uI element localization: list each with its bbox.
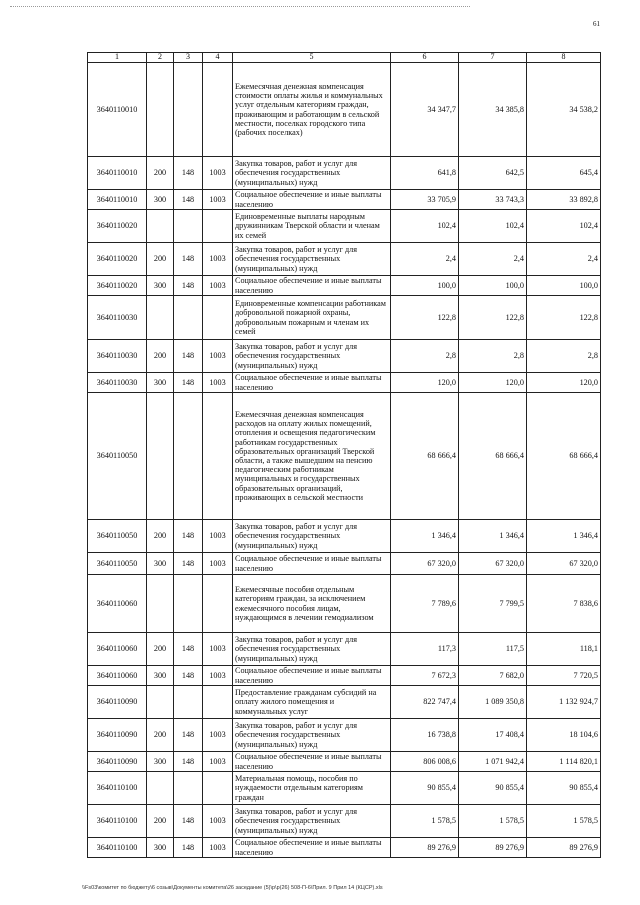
amount-year-3-cell: 68 666,4: [527, 393, 601, 520]
budget-code-cell: 3640110090: [88, 719, 147, 752]
department-code-cell: 148: [174, 633, 203, 666]
expense-type-cell: 300: [147, 553, 174, 575]
table-row: [88, 276, 601, 296]
description-cell: Закупка товаров, работ и услуг для обеспечения государственных (муниципальных) нужд: [233, 633, 391, 666]
department-code-cell: [174, 393, 203, 520]
section-code-cell: 1003: [203, 633, 233, 666]
budget-code-cell: 3640110030: [88, 373, 147, 393]
column-header: 8: [527, 53, 601, 63]
amount-year-2-cell: 100,0: [459, 276, 527, 296]
department-code-cell: 148: [174, 666, 203, 686]
amount-year-1-cell: 822 747,4: [391, 686, 459, 719]
amount-year-2-cell: 89 276,9: [459, 838, 527, 858]
expense-type-cell: 300: [147, 838, 174, 858]
table-row: [88, 190, 601, 210]
section-code-cell: 1003: [203, 190, 233, 210]
table-row: [88, 553, 601, 575]
budget-code-cell: 3640110100: [88, 805, 147, 838]
description-cell: Закупка товаров, работ и услуг для обеспечения государственных (муниципальных) нужд: [233, 243, 391, 276]
amount-year-3-cell: 118,1: [527, 633, 601, 666]
section-code-cell: 1003: [203, 752, 233, 772]
description-cell: Единовременные выплаты народным дружинникам Тверской области и членам их семей: [233, 210, 391, 243]
amount-year-2-cell: 2,4: [459, 243, 527, 276]
department-code-cell: [174, 296, 203, 340]
description-cell: Предоставление гражданам субсидий на оплату жилого помещения и коммунальных услуг: [233, 686, 391, 719]
table-row: [88, 772, 601, 805]
table-row: [88, 520, 601, 553]
expense-type-cell: [147, 393, 174, 520]
expense-type-cell: 300: [147, 666, 174, 686]
budget-code-cell: 3640110060: [88, 633, 147, 666]
table-body: [88, 63, 601, 858]
table-row: [88, 575, 601, 633]
expense-type-cell: 300: [147, 190, 174, 210]
amount-year-3-cell: 7 720,5: [527, 666, 601, 686]
section-code-cell: 1003: [203, 520, 233, 553]
section-code-cell: 1003: [203, 805, 233, 838]
expense-type-cell: 200: [147, 633, 174, 666]
amount-year-2-cell: 17 408,4: [459, 719, 527, 752]
amount-year-1-cell: 68 666,4: [391, 393, 459, 520]
department-code-cell: 148: [174, 805, 203, 838]
amount-year-3-cell: 34 538,2: [527, 63, 601, 157]
description-cell: Социальное обеспечение и иные выплаты населению: [233, 752, 391, 772]
section-code-cell: 1003: [203, 553, 233, 575]
table-row: [88, 63, 601, 157]
budget-code-cell: 3640110030: [88, 296, 147, 340]
column-header: 6: [391, 53, 459, 63]
table-row: [88, 752, 601, 772]
department-code-cell: 148: [174, 340, 203, 373]
section-code-cell: 1003: [203, 340, 233, 373]
footer-file-path: \\Fs03\комитет по бюджету\6 созыв\Документы комитета\26 заседание (5)\р\р(26) 508-П-6\Прил. 9 Прил 14 (КЦСР).xls: [82, 885, 383, 891]
column-header: 3: [174, 53, 203, 63]
expense-type-cell: [147, 63, 174, 157]
amount-year-3-cell: 33 892,8: [527, 190, 601, 210]
amount-year-1-cell: 16 738,8: [391, 719, 459, 752]
expense-type-cell: 200: [147, 805, 174, 838]
page-number: 61: [593, 20, 600, 28]
table-row: [88, 666, 601, 686]
amount-year-1-cell: 90 855,4: [391, 772, 459, 805]
table-row: [88, 373, 601, 393]
description-cell: Материальная помощь, пособия по нуждаемости отдельным категориям граждан: [233, 772, 391, 805]
description-cell: Социальное обеспечение и иные выплаты населению: [233, 553, 391, 575]
section-code-cell: [203, 393, 233, 520]
amount-year-3-cell: 1 578,5: [527, 805, 601, 838]
amount-year-3-cell: 2,8: [527, 340, 601, 373]
section-code-cell: [203, 575, 233, 633]
budget-code-cell: 3640110090: [88, 752, 147, 772]
column-header: 4: [203, 53, 233, 63]
column-header: 1: [88, 53, 147, 63]
description-cell: Закупка товаров, работ и услуг для обеспечения государственных (муниципальных) нужд: [233, 805, 391, 838]
amount-year-1-cell: 117,3: [391, 633, 459, 666]
amount-year-3-cell: 1 114 820,1: [527, 752, 601, 772]
budget-code-cell: 3640110010: [88, 63, 147, 157]
amount-year-2-cell: 1 089 350,8: [459, 686, 527, 719]
column-header: 7: [459, 53, 527, 63]
amount-year-1-cell: 120,0: [391, 373, 459, 393]
description-cell: Закупка товаров, работ и услуг для обеспечения государственных (муниципальных) нужд: [233, 719, 391, 752]
department-code-cell: 148: [174, 157, 203, 190]
expense-type-cell: 300: [147, 276, 174, 296]
department-code-cell: 148: [174, 276, 203, 296]
header-row: [88, 53, 601, 63]
department-code-cell: 148: [174, 243, 203, 276]
expense-type-cell: 200: [147, 719, 174, 752]
department-code-cell: [174, 772, 203, 805]
description-cell: Единовременные компенсации работникам добровольной пожарной охраны, добровольным пожарным и членам их семей: [233, 296, 391, 340]
budget-code-cell: 3640110100: [88, 772, 147, 805]
expense-type-cell: [147, 686, 174, 719]
expense-type-cell: 200: [147, 243, 174, 276]
department-code-cell: 148: [174, 190, 203, 210]
budget-code-cell: 3640110010: [88, 157, 147, 190]
description-cell: Ежемесячная денежная компенсация расходов на оплату жилых помещений, отопления и освещения педагогическим работникам государственных образовательных организаций Тверской области, а также вышедшим на пенсию педагогическим работникам муниципальных и государственных образовательных организаций, проживающих в сельской местности: [233, 393, 391, 520]
department-code-cell: 148: [174, 838, 203, 858]
budget-code-cell: 3640110060: [88, 666, 147, 686]
section-code-cell: [203, 63, 233, 157]
amount-year-3-cell: 120,0: [527, 373, 601, 393]
amount-year-1-cell: 102,4: [391, 210, 459, 243]
budget-code-cell: 3640110050: [88, 553, 147, 575]
amount-year-1-cell: 7 789,6: [391, 575, 459, 633]
department-code-cell: [174, 686, 203, 719]
table-row: [88, 157, 601, 190]
table-row: [88, 340, 601, 373]
table-row: [88, 838, 601, 858]
table-row: [88, 805, 601, 838]
department-code-cell: [174, 63, 203, 157]
amount-year-2-cell: 1 346,4: [459, 520, 527, 553]
section-code-cell: [203, 296, 233, 340]
description-cell: Ежемесячная денежная компенсация стоимости оплаты жилья и коммунальных услуг отдельным категориям граждан, проживающим и работающим в сельской местности, поселках городского типа (рабочих поселках): [233, 63, 391, 157]
budget-code-cell: 3640110100: [88, 838, 147, 858]
amount-year-2-cell: 117,5: [459, 633, 527, 666]
amount-year-3-cell: 90 855,4: [527, 772, 601, 805]
amount-year-1-cell: 122,8: [391, 296, 459, 340]
budget-code-cell: 3640110020: [88, 276, 147, 296]
expense-type-cell: 300: [147, 752, 174, 772]
amount-year-2-cell: 102,4: [459, 210, 527, 243]
section-code-cell: 1003: [203, 719, 233, 752]
amount-year-1-cell: 1 346,4: [391, 520, 459, 553]
department-code-cell: [174, 575, 203, 633]
amount-year-2-cell: 2,8: [459, 340, 527, 373]
amount-year-3-cell: 67 320,0: [527, 553, 601, 575]
department-code-cell: 148: [174, 520, 203, 553]
description-cell: Закупка товаров, работ и услуг для обеспечения государственных (муниципальных) нужд: [233, 520, 391, 553]
description-cell: Закупка товаров, работ и услуг для обеспечения государственных (муниципальных) нужд: [233, 157, 391, 190]
scan-top-rule: [10, 6, 470, 7]
amount-year-1-cell: 2,4: [391, 243, 459, 276]
amount-year-2-cell: 120,0: [459, 373, 527, 393]
expense-type-cell: 300: [147, 373, 174, 393]
column-header: 2: [147, 53, 174, 63]
amount-year-2-cell: 7 799,5: [459, 575, 527, 633]
budget-code-cell: 3640110060: [88, 575, 147, 633]
amount-year-1-cell: 1 578,5: [391, 805, 459, 838]
expense-type-cell: [147, 210, 174, 243]
table-row: [88, 686, 601, 719]
expense-type-cell: [147, 296, 174, 340]
budget-code-cell: 3640110020: [88, 210, 147, 243]
table-row: [88, 243, 601, 276]
column-header: 5: [233, 53, 391, 63]
amount-year-3-cell: 7 838,6: [527, 575, 601, 633]
amount-year-1-cell: 34 347,7: [391, 63, 459, 157]
description-cell: Социальное обеспечение и иные выплаты населению: [233, 666, 391, 686]
budget-code-cell: 3640110090: [88, 686, 147, 719]
budget-code-cell: 3640110050: [88, 393, 147, 520]
table-row: [88, 393, 601, 520]
section-code-cell: [203, 686, 233, 719]
amount-year-1-cell: 33 705,9: [391, 190, 459, 210]
amount-year-2-cell: 122,8: [459, 296, 527, 340]
description-cell: Социальное обеспечение и иные выплаты населению: [233, 276, 391, 296]
amount-year-2-cell: 1 578,5: [459, 805, 527, 838]
amount-year-2-cell: 33 743,3: [459, 190, 527, 210]
budget-table: [87, 52, 601, 858]
department-code-cell: 148: [174, 553, 203, 575]
expense-type-cell: [147, 575, 174, 633]
amount-year-2-cell: 90 855,4: [459, 772, 527, 805]
department-code-cell: 148: [174, 752, 203, 772]
amount-year-3-cell: 645,4: [527, 157, 601, 190]
department-code-cell: 148: [174, 373, 203, 393]
section-code-cell: 1003: [203, 276, 233, 296]
amount-year-1-cell: 100,0: [391, 276, 459, 296]
department-code-cell: 148: [174, 719, 203, 752]
department-code-cell: [174, 210, 203, 243]
description-cell: Социальное обеспечение и иные выплаты населению: [233, 190, 391, 210]
amount-year-3-cell: 1 132 924,7: [527, 686, 601, 719]
amount-year-3-cell: 102,4: [527, 210, 601, 243]
expense-type-cell: 200: [147, 340, 174, 373]
amount-year-3-cell: 18 104,6: [527, 719, 601, 752]
budget-code-cell: 3640110050: [88, 520, 147, 553]
amount-year-2-cell: 67 320,0: [459, 553, 527, 575]
amount-year-3-cell: 122,8: [527, 296, 601, 340]
section-code-cell: [203, 772, 233, 805]
amount-year-1-cell: 2,8: [391, 340, 459, 373]
expense-type-cell: 200: [147, 520, 174, 553]
amount-year-3-cell: 1 346,4: [527, 520, 601, 553]
amount-year-2-cell: 642,5: [459, 157, 527, 190]
amount-year-1-cell: 89 276,9: [391, 838, 459, 858]
description-cell: Социальное обеспечение и иные выплаты населению: [233, 838, 391, 858]
expense-type-cell: [147, 772, 174, 805]
section-code-cell: 1003: [203, 373, 233, 393]
amount-year-2-cell: 1 071 942,4: [459, 752, 527, 772]
description-cell: Ежемесячные пособия отдельным категориям граждан, за исключением ежемесячного пособия лицам, нуждающимся в лечении гемодиализом: [233, 575, 391, 633]
amount-year-1-cell: 641,8: [391, 157, 459, 190]
description-cell: Социальное обеспечение и иные выплаты населению: [233, 373, 391, 393]
amount-year-2-cell: 7 682,0: [459, 666, 527, 686]
amount-year-3-cell: 2,4: [527, 243, 601, 276]
table-row: [88, 296, 601, 340]
section-code-cell: 1003: [203, 838, 233, 858]
section-code-cell: 1003: [203, 666, 233, 686]
table-row: [88, 210, 601, 243]
budget-code-cell: 3640110010: [88, 190, 147, 210]
description-cell: Закупка товаров, работ и услуг для обеспечения государственных (муниципальных) нужд: [233, 340, 391, 373]
section-code-cell: 1003: [203, 157, 233, 190]
amount-year-1-cell: 67 320,0: [391, 553, 459, 575]
table-row: [88, 633, 601, 666]
expense-type-cell: 200: [147, 157, 174, 190]
amount-year-1-cell: 7 672,3: [391, 666, 459, 686]
table-row: [88, 719, 601, 752]
amount-year-2-cell: 68 666,4: [459, 393, 527, 520]
amount-year-2-cell: 34 385,8: [459, 63, 527, 157]
section-code-cell: 1003: [203, 243, 233, 276]
amount-year-3-cell: 100,0: [527, 276, 601, 296]
amount-year-1-cell: 806 008,6: [391, 752, 459, 772]
budget-code-cell: 3640110020: [88, 243, 147, 276]
amount-year-3-cell: 89 276,9: [527, 838, 601, 858]
budget-code-cell: 3640110030: [88, 340, 147, 373]
section-code-cell: [203, 210, 233, 243]
